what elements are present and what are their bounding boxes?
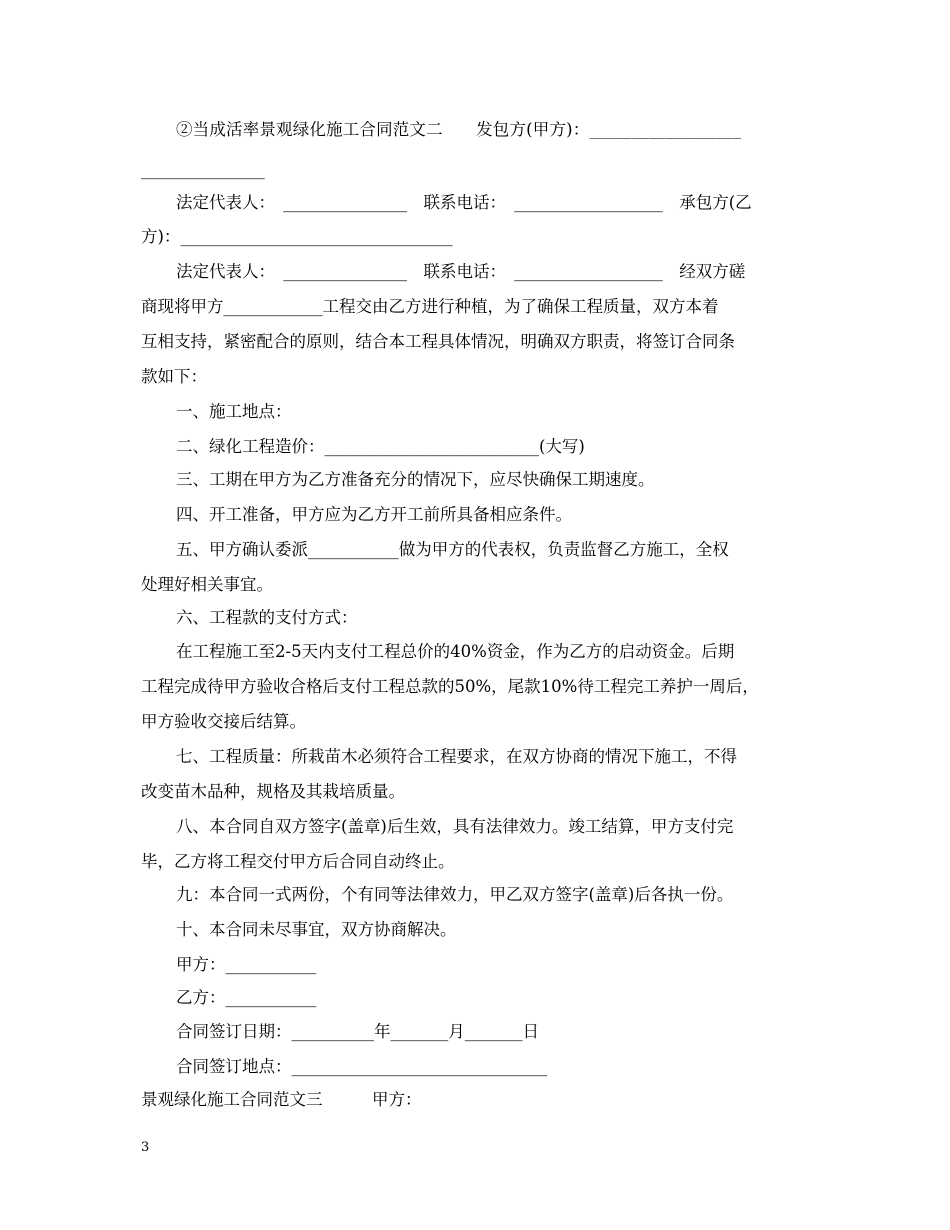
paragraph-negotiation: 互相支持，紧密配合的原则，结合本工程具体情况，明确双方职责，将签订合同条 [141, 332, 735, 351]
clause-3: 三、工期在甲方为乙方准备充分的情况下，应尽快确保工期速度。 [176, 470, 655, 489]
signature-party-b: 乙方：___________ [176, 988, 317, 1007]
clause-7: 七、工程质量：所栽苗木必须符合工程要求，在双方协商的情况下施工，不得 [176, 747, 737, 766]
paragraph-blank-line: _______________ [141, 160, 265, 179]
clause-10: 十、本合同未尽事宜，双方协商解决。 [176, 920, 457, 939]
signing-place: 合同签订地点：_______________________________ [176, 1057, 548, 1076]
paragraph-section-two-heading: ②当成活率景观绿化施工合同范文二 发包方(甲方)：__________________ [176, 120, 742, 139]
clause-1: 一、施工地点： [176, 402, 292, 421]
paragraph-negotiation: 款如下： [141, 367, 207, 386]
clause-8: 毕，乙方将工程交付甲方后合同自动终止。 [141, 852, 455, 871]
clause-2: 二、绿化工程造价：__________________________(大写) [176, 437, 585, 456]
paragraph-representative-negotiation: 法定代表人： _______________ 联系电话： __________________ 经双方磋 [176, 262, 746, 281]
clause-7: 改变苗木品种，规格及其栽培质量。 [141, 782, 405, 801]
clause-5: 五、甲方确认委派___________做为甲方的代表权，负责监督乙方施工，全权 [176, 540, 729, 559]
signature-party-a: 甲方：___________ [176, 955, 317, 974]
paragraph-negotiation: 商现将甲方____________工程交由乙方进行种植，为了确保工程质量，双方本着 [141, 297, 719, 316]
paragraph-representative-contractor: 法定代表人： _______________ 联系电话： __________________ 承包方(乙 [176, 193, 752, 212]
clause-4: 四、开工准备，甲方应为乙方开工前所具备相应条件。 [176, 505, 572, 524]
clause-6: 六、工程款的支付方式： [176, 608, 358, 627]
paragraph-contractor-line: 方)：_________________________________ [141, 227, 453, 246]
clause-6-payment: 在工程施工至2-5天内支付工程总价的40%资金，作为乙方的启动资金。后期 [176, 642, 735, 661]
section-three-heading: 景观绿化施工合同范文三 甲方： [141, 1090, 422, 1109]
clause-9: 九：本合同一式两份，个有同等法律效力，甲乙双方签字(盖章)后各执一份。 [176, 885, 734, 904]
signing-date: 合同签订日期：__________年_______月_______日 [176, 1022, 539, 1041]
clause-5: 处理好相关事宜。 [141, 575, 273, 594]
page-number: 3 [141, 1140, 150, 1155]
clause-8: 八、本合同自双方签字(盖章)后生效，具有法律效力。竣工结算，甲方支付完 [176, 817, 734, 836]
clause-6-payment: 甲方验收交接后结算。 [141, 712, 306, 731]
clause-6-payment: 工程完成待甲方验收合格后支付工程总款的50%，尾款10%待工程完工养护一周后， [141, 677, 759, 696]
